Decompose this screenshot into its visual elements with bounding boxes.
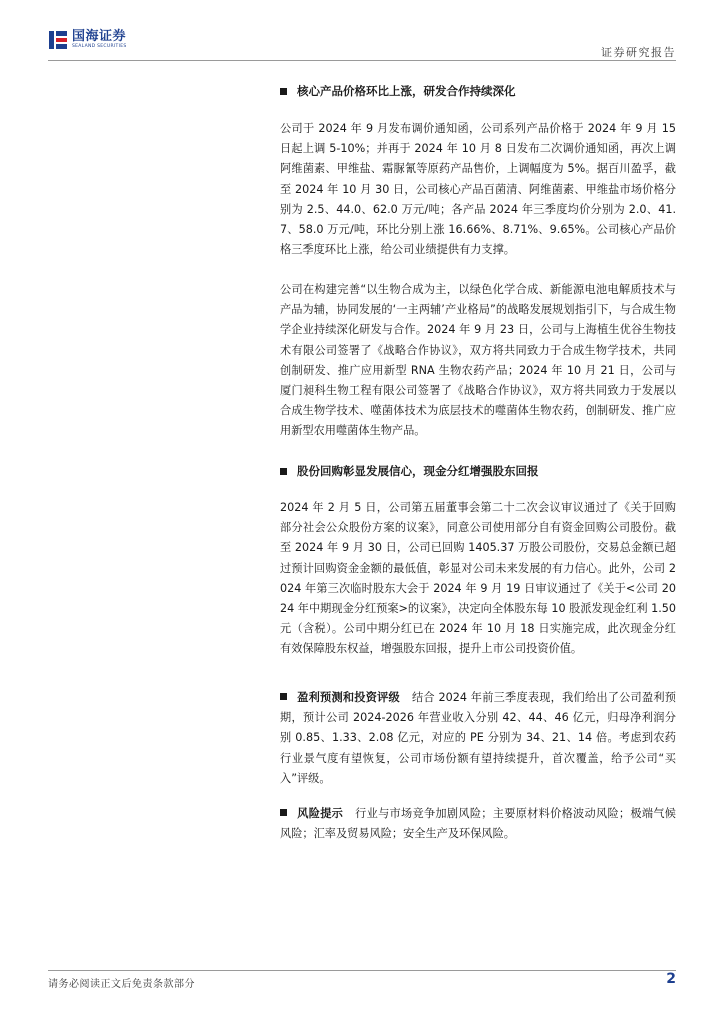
section-heading-core-products (280, 83, 516, 99)
section-title: 盈利预测和投资评级 (297, 691, 400, 704)
square-bullet-icon (280, 693, 287, 700)
section-risk-warning (280, 804, 676, 844)
company-logo (48, 26, 127, 54)
section-earnings-forecast (280, 688, 676, 789)
footer-disclaimer: 请务必阅读正文后免责条款部分 (48, 979, 195, 990)
section-title: 核心产品价格环比上涨，研发合作持续深化 (297, 84, 516, 98)
report-type-label: 证券研究报告 (601, 46, 676, 59)
forecast-body: 结合 2024 年前三季度表现，我们给出了公司盈利预期，预计公司 2024-2026 年营业收入分别 42、44、46 亿元，归母净利润分别 0.85、1.33、2.08 亿元，对应的 PE 分别为 34、21、14 倍。考虑到农药行业景气度有望恢复，公司市场份额有望持续提升，首次覆盖，给予公司“买入”评级。 (280, 691, 676, 785)
section-heading-buyback (280, 463, 539, 479)
logo-chinese-name: 国海证券 (72, 29, 127, 45)
sealand-logo-icon (48, 29, 68, 51)
header-divider (48, 60, 676, 61)
paragraph-buyback-dividend: 2024 年 2 月 5 日，公司第五届董事会第二十二次会议审议通过了《关于回购部分社会公众股份方案的议案》，同意公司使用部分自有资金回购公司股份。截至 2024 年 9 月 30 日，公司已回购 1405.37 万股公司股份，交易总金额已超过预计回购资金金额的最低值，彰显对公司未来发展的有力信心。此外，公司 2024 年第三次临时股东大会于 2024 年 9 月 19 日审议通过了《关于<公司 2024 年中期现金分红预案>的议案》，决定向全体股东每 10 股派发现金红利 1.50 元（含税）。公司中期分红已在 2024 年 10 月 18 日实施完成，此次现金分红有效保障股东权益，增强股东回报，提升上市公司投资价值。 (280, 501, 676, 656)
square-bullet-icon (280, 468, 287, 475)
section-title: 股份回购彰显发展信心，现金分红增强股东回报 (297, 464, 539, 478)
page-header (48, 26, 676, 60)
square-bullet-icon (280, 809, 287, 816)
footer-divider (48, 970, 676, 971)
square-bullet-icon (280, 88, 287, 95)
risk-body: 行业与市场竞争加剧风险；主要原材料价格波动风险；极端气候风险；汇率及贸易风险；安全生产及环保风险。 (280, 807, 676, 841)
paragraph-price-adjustment: 公司于 2024 年 9 月发布调价通知函，公司系列产品价格于 2024 年 9 月 15 日起上调 5-10%；并再于 2024 年 10 月 8 日发布二次调价通知函，再次上调阿维菌素、甲维盐、霜脲氰等原药产品售价，上调幅度为 5%。据百川盈孚，截至 2024 年 10 月 30 日，公司核心产品百菌清、阿维菌素、甲维盐市场价格分别为 2.5、44.0、62.0 万元/吨；各产品 2024 年三季度均价分别为 2.0、41.7、58.0 万元/吨，环比分别上涨 16.66%、8.71%、9.65%。公司核心产品价格三季度环比上涨，给公司业绩提供有力支撑。 (280, 122, 676, 257)
page-number: 2 (666, 971, 676, 987)
section-title: 风险提示 (297, 807, 344, 820)
logo-english-name: SEALAND SECURITIES (72, 44, 127, 50)
paragraph-rd-cooperation: 公司在构建完善“以生物合成为主，以绿色化学合成、新能源电池电解质技术与产品为辅，协同发展的‘一主两辅’产业格局”的战略发展规划指引下，与合成生物学企业持续深化研发与合作。2024 年 9 月 23 日，公司与上海植生优谷生物技术有限公司签署了《战略合作协议》，双方将共同致力于合成生物学技术，共同创制研发、推广应用新型 RNA 生物农药产品；2024 年 10 月 21 日，公司与厦门昶科生物工程有限公司签署了《战略合作协议》，双方将共同致力于发展以合成生物学技术、噬菌体技术为底层技术的噬菌体生物农药，创制研发、推广应用新型农用噬菌体生物产品。 (280, 283, 676, 438)
